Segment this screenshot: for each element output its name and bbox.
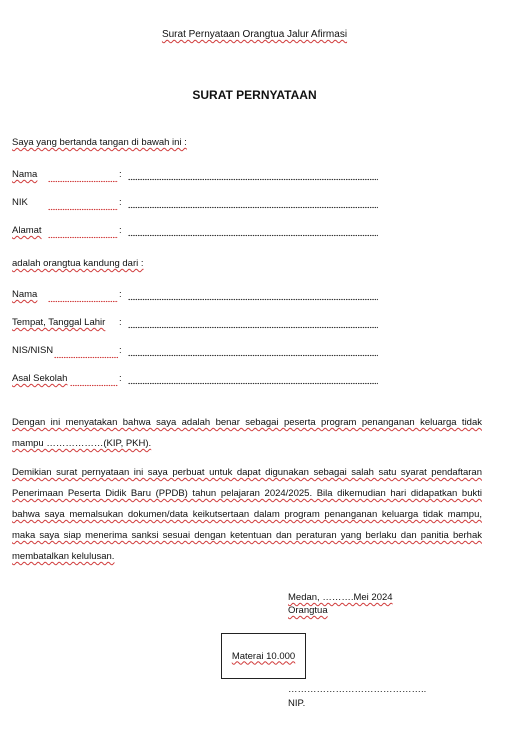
field-colon: : [119, 197, 122, 208]
nip-label: NIP. [288, 698, 306, 709]
relation-text [12, 258, 144, 269]
field-fill-line-nik [128, 206, 378, 209]
field-spacer [48, 300, 118, 303]
intro-line: Saya yang bertanda tangan di bawah ini : [12, 137, 187, 148]
field-label-school [12, 373, 67, 384]
place-date-text: Medan, ……….Mei 2024 [288, 592, 393, 603]
place-date [288, 592, 393, 603]
statement-paragraph: Dengan ini menyatakan bahwa saya adalah benar sebagai peserta program penanganan keluarga tidak mampu ………………(KIP, PKH). [12, 417, 482, 449]
intro-text [12, 137, 187, 148]
field-label-nik: NIK [12, 197, 28, 208]
label-text: Asal Sekolah [12, 373, 68, 384]
field-spacer [54, 356, 118, 359]
document-header: Surat Pernyataan Orangtua Jalur Afirmasi [161, 29, 348, 40]
label-text: Alamat [12, 225, 42, 236]
field-colon: : [119, 289, 122, 300]
stamp-box [221, 633, 306, 679]
field-colon: : [119, 345, 122, 356]
field-colon: : [119, 373, 122, 384]
field-fill-line-school [128, 382, 378, 385]
field-spacer [48, 180, 118, 183]
label-text: Nama [12, 289, 38, 300]
field-spacer [48, 208, 118, 211]
document-title: SURAT PERNYATAAN [192, 88, 317, 102]
signature-name-line: …………………………………….. [288, 684, 427, 695]
stamp-label: Materai 10.000 [231, 650, 296, 662]
label-text: Nama [12, 169, 38, 180]
relation-line: adalah orangtua kandung dari : [12, 258, 144, 269]
field-colon: : [119, 317, 122, 328]
field-label-child-name [12, 289, 37, 300]
field-fill-line-nisn [128, 354, 378, 357]
label-text: Tempat, Tanggal Lahir [12, 317, 106, 328]
closing-paragraph: Demikian surat pernyataan ini saya perbuat untuk dapat digunakan sebagai salah satu syarat pendaftaran Penerimaan Peserta Didik Baru (PPDB) tahun pelajaran 2024/2025. Bila dikemudian hari didapatkan bukti bahwa saya memalsukan dokumen/data keikutsertaan dalam program penanganan keluarga tidak mampu, maka saya siap menerima sanksi sesuai dengan ketentuan dan peraturan yang berlaku dan panitia berhak membatalkan kelulusan. [12, 467, 482, 562]
field-fill-line-parent-name [128, 178, 378, 181]
signer-role [288, 605, 328, 616]
field-fill-line-birth [128, 326, 378, 329]
field-spacer [70, 384, 118, 387]
field-spacer [48, 236, 118, 239]
field-fill-line-address [128, 234, 378, 237]
field-label-nisn: NIS/NISN [12, 345, 54, 356]
field-label-birth [12, 317, 105, 328]
field-label-address [12, 225, 42, 236]
field-fill-line-child-name [128, 298, 378, 301]
field-colon: : [119, 225, 122, 236]
field-label-parent-name [12, 169, 37, 180]
signer-role-text: Orangtua [288, 605, 328, 616]
field-colon: : [119, 169, 122, 180]
